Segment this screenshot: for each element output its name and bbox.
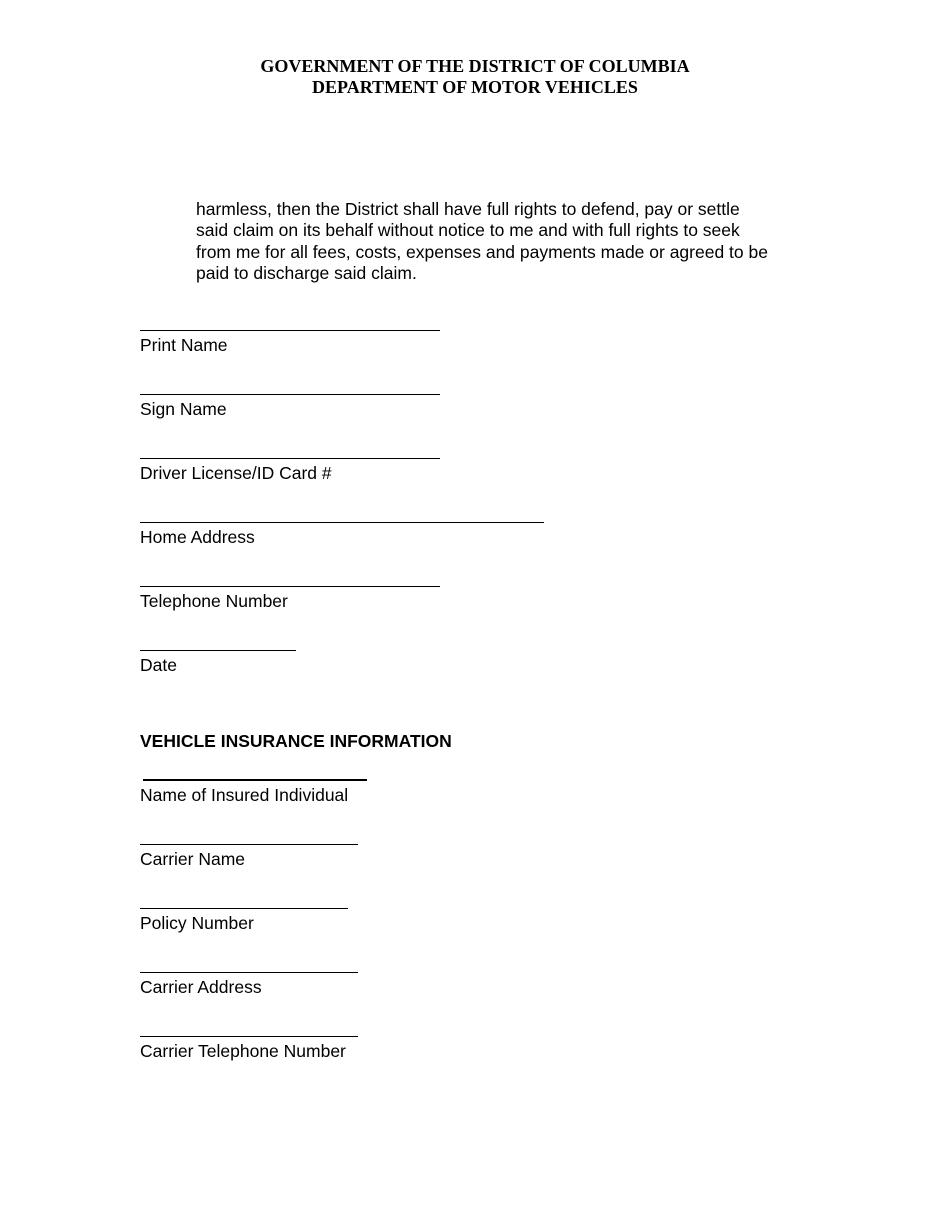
header-government: GOVERNMENT OF THE DISTRICT OF COLUMBIA [260,56,690,76]
paragraph-line: said claim on its behalf without notice to me and with full rights to seek [196,220,740,241]
insured-name-line[interactable] [143,779,367,781]
paragraph-line: from me for all fees, costs, expenses and payments made or agreed to be [196,241,768,262]
date-field [140,650,296,676]
insured-name-label: Name of Insured Individual [140,785,349,805]
paragraph-line: harmless, then the District shall have full rights to defend, pay or settle [196,199,740,219]
sign-name-line[interactable] [140,394,440,395]
indemnity-paragraph [196,199,836,284]
print-name-label: Print Name [140,335,228,355]
carrier-telephone-line[interactable] [140,1036,358,1037]
policy-number-line[interactable] [140,908,348,909]
home-address-label: Home Address [140,527,255,547]
home-address-line[interactable] [140,522,544,523]
telephone-field [140,586,440,612]
carrier-name-field [140,844,358,870]
telephone-line[interactable] [140,586,440,587]
carrier-address-field [140,972,358,998]
policy-number-label: Policy Number [140,913,254,933]
policy-number-field [140,908,348,934]
sign-name-field [140,394,440,420]
date-label: Date [140,655,177,675]
carrier-telephone-field [140,1036,358,1062]
telephone-label: Telephone Number [140,591,288,611]
date-line[interactable] [140,650,296,651]
license-line[interactable] [140,458,440,459]
carrier-address-label: Carrier Address [140,977,262,997]
document-header [0,56,950,98]
sign-name-label: Sign Name [140,399,227,419]
carrier-name-line[interactable] [140,844,358,845]
carrier-name-label: Carrier Name [140,849,246,869]
print-name-line[interactable] [140,330,440,331]
license-label: Driver License/ID Card # [140,463,332,483]
carrier-address-line[interactable] [140,972,358,973]
home-address-field [140,522,544,548]
license-field [140,458,440,484]
print-name-field [140,330,440,356]
insurance-section-title: VEHICLE INSURANCE INFORMATION [140,731,452,751]
paragraph-line: paid to discharge said claim. [196,262,417,283]
header-department: DEPARTMENT OF MOTOR VEHICLES [312,77,638,97]
carrier-telephone-label: Carrier Telephone Number [140,1041,346,1061]
insured-name-field [140,779,367,806]
